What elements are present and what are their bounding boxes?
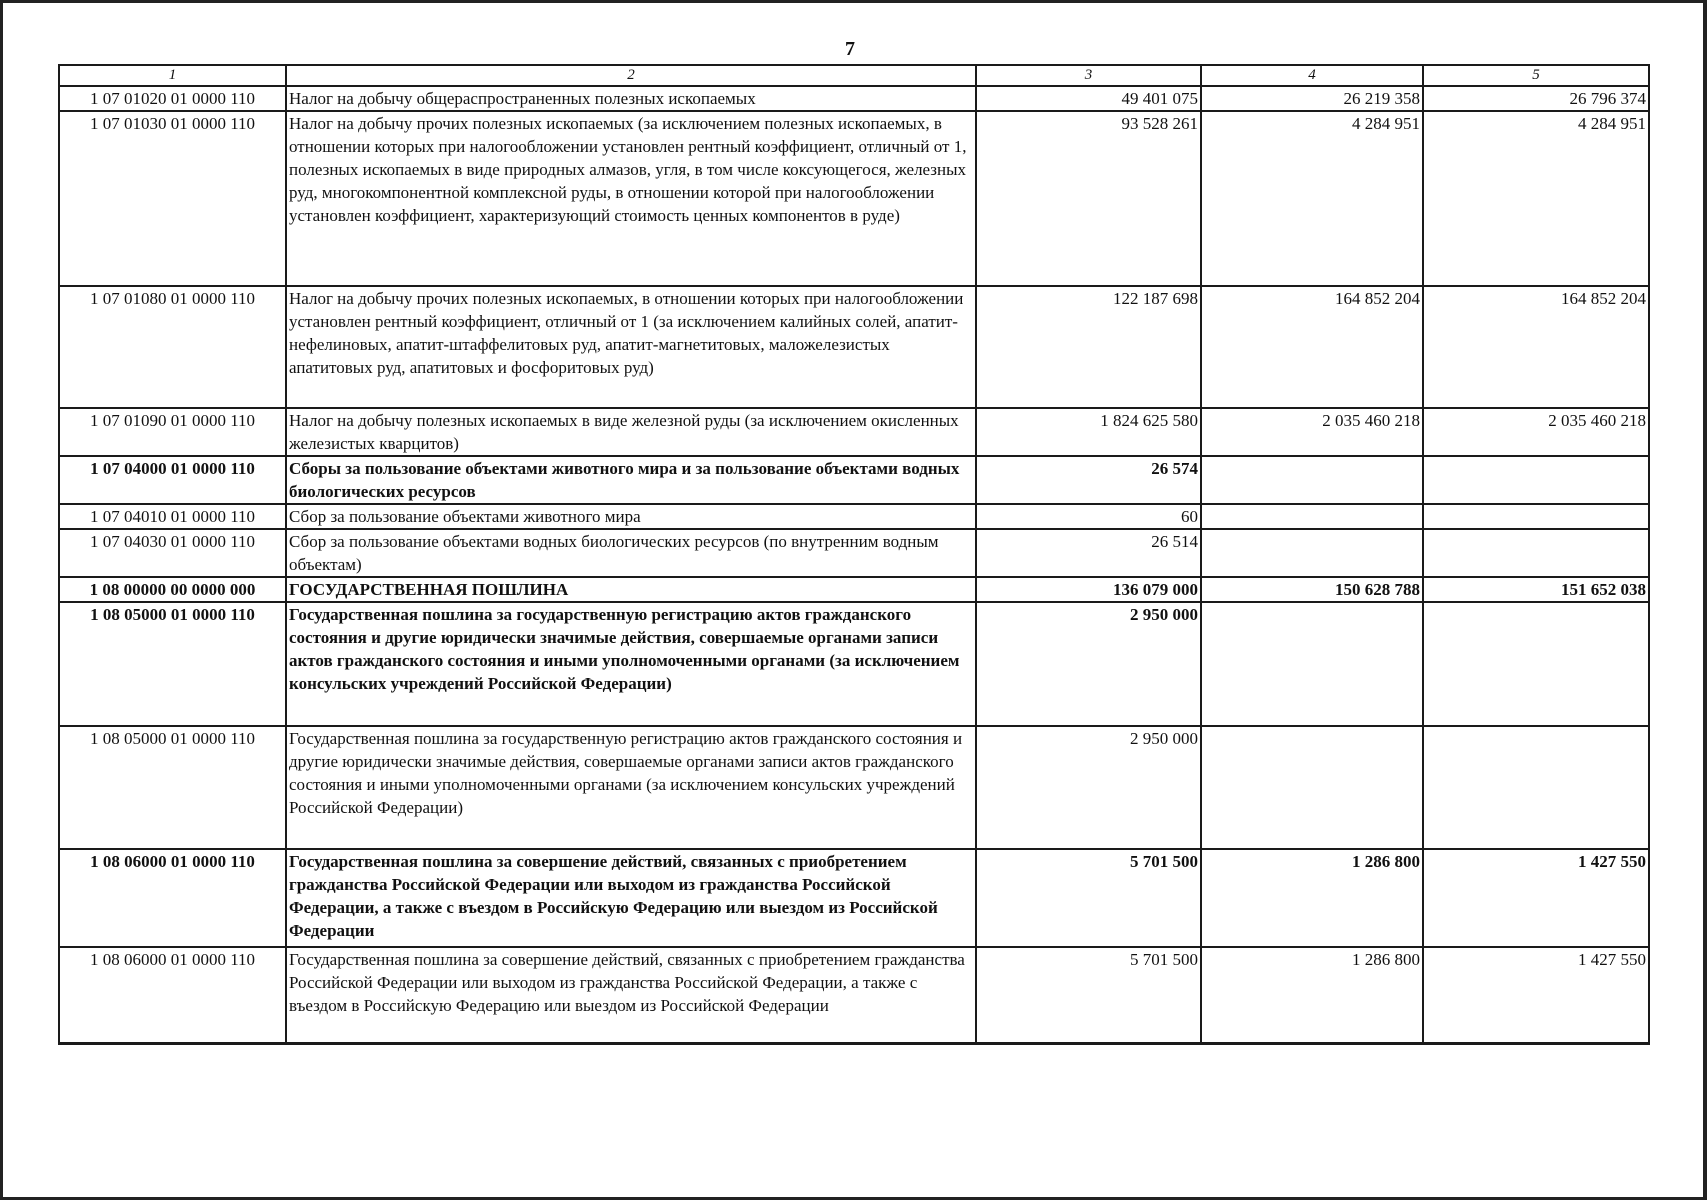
amount-col-3: 60 (976, 504, 1201, 529)
amount-col-5: 4 284 951 (1423, 111, 1649, 286)
amount-col-4: 2 035 460 218 (1201, 408, 1423, 456)
table-row (59, 456, 1649, 504)
amount-col-4: 26 219 358 (1201, 86, 1423, 111)
table-row (59, 726, 1649, 849)
amount-col-4 (1201, 504, 1423, 529)
amount-col-4: 4 284 951 (1201, 111, 1423, 286)
amount-col-4: 150 628 788 (1201, 577, 1423, 602)
page-number: 7 (845, 38, 855, 60)
amount-col-3: 122 187 698 (976, 286, 1201, 408)
amount-col-4 (1201, 456, 1423, 504)
revenue-table (58, 64, 1650, 1045)
budget-code: 1 08 05000 01 0000 110 (59, 726, 286, 849)
revenue-name: Государственная пошлина за государственную регистрацию актов гражданского состояния и другие юридически значимые действия, совершаемые органами записи актов гражданского состояния и иными уполномоченными органами (за исключением консульских учреждений Российской Федерации) (286, 726, 976, 849)
amount-col-4: 1 286 800 (1201, 849, 1423, 947)
revenue-name: Государственная пошлина за совершение действий, связанных с приобретением гражданства Российской Федерации или выходом из гражданства Российской Федерации, а также с въездом в Российскую Федерацию или выездом из Российской Федерации (286, 849, 976, 947)
column-header-4: 4 (1201, 65, 1423, 86)
table-row (59, 504, 1649, 529)
amount-col-3: 49 401 075 (976, 86, 1201, 111)
amount-col-5 (1423, 726, 1649, 849)
amount-col-5: 1 427 550 (1423, 849, 1649, 947)
table-row (59, 408, 1649, 456)
amount-col-3: 1 824 625 580 (976, 408, 1201, 456)
budget-code: 1 07 01030 01 0000 110 (59, 111, 286, 286)
amount-col-3: 136 079 000 (976, 577, 1201, 602)
table-row (59, 577, 1649, 602)
budget-code: 1 07 01090 01 0000 110 (59, 408, 286, 456)
revenue-name: Государственная пошлина за государственную регистрацию актов гражданского состояния и другие юридически значимые действия, совершаемые органами записи актов гражданского состояния и иными уполномоченными органами (за исключением консульских учреждений Российской Федерации) (286, 602, 976, 726)
budget-code: 1 08 06000 01 0000 110 (59, 849, 286, 947)
table-row (59, 849, 1649, 947)
revenue-name: ГОСУДАРСТВЕННАЯ ПОШЛИНА (286, 577, 976, 602)
amount-col-3: 5 701 500 (976, 849, 1201, 947)
amount-col-5: 2 035 460 218 (1423, 408, 1649, 456)
amount-col-3: 2 950 000 (976, 602, 1201, 726)
column-header-5: 5 (1423, 65, 1649, 86)
table-row (59, 602, 1649, 726)
amount-col-4: 164 852 204 (1201, 286, 1423, 408)
budget-code: 1 07 04000 01 0000 110 (59, 456, 286, 504)
revenue-name: Налог на добычу прочих полезных ископаемых, в отношении которых при налогообложении установлен рентный коэффициент, отличный от 1 (за исключением калийных солей, апатит-нефелиновых, апатит-штаффелитовых руд, апатит-магнетитовых, маложелезистых апатитовых руд, апатитовых и фосфоритовых руд) (286, 286, 976, 408)
column-header-1: 1 (59, 65, 286, 86)
budget-code: 1 08 06000 01 0000 110 (59, 947, 286, 1043)
amount-col-5: 1 427 550 (1423, 947, 1649, 1043)
budget-code: 1 07 04030 01 0000 110 (59, 529, 286, 577)
budget-code: 1 08 00000 00 0000 000 (59, 577, 286, 602)
amount-col-5 (1423, 529, 1649, 577)
amount-col-4 (1201, 602, 1423, 726)
amount-col-3: 2 950 000 (976, 726, 1201, 849)
revenue-name: Сбор за пользование объектами водных биологических ресурсов (по внутренним водным объектам) (286, 529, 976, 577)
table-row (59, 947, 1649, 1043)
amount-col-5 (1423, 456, 1649, 504)
amount-col-4 (1201, 726, 1423, 849)
amount-col-5: 164 852 204 (1423, 286, 1649, 408)
table-row (59, 529, 1649, 577)
column-header-2: 2 (286, 65, 976, 86)
revenue-name: Сбор за пользование объектами животного мира (286, 504, 976, 529)
amount-col-5: 26 796 374 (1423, 86, 1649, 111)
table-row (59, 111, 1649, 286)
header-row (59, 65, 1649, 86)
budget-code: 1 08 05000 01 0000 110 (59, 602, 286, 726)
revenue-name: Государственная пошлина за совершение действий, связанных с приобретением гражданства Российской Федерации или выходом из гражданства Российской Федерации, а также с въездом в Российскую Федерацию или выездом из Российской Федерации (286, 947, 976, 1043)
budget-code: 1 07 01080 01 0000 110 (59, 286, 286, 408)
amount-col-3: 5 701 500 (976, 947, 1201, 1043)
amount-col-4: 1 286 800 (1201, 947, 1423, 1043)
revenue-name: Сборы за пользование объектами животного мира и за пользование объектами водных биологических ресурсов (286, 456, 976, 504)
revenue-name: Налог на добычу общераспространенных полезных ископаемых (286, 86, 976, 111)
amount-col-4 (1201, 529, 1423, 577)
amount-col-3: 93 528 261 (976, 111, 1201, 286)
amount-col-3: 26 574 (976, 456, 1201, 504)
revenue-name: Налог на добычу полезных ископаемых в виде железной руды (за исключением окисленных железистых кварцитов) (286, 408, 976, 456)
budget-code: 1 07 01020 01 0000 110 (59, 86, 286, 111)
amount-col-5 (1423, 602, 1649, 726)
revenue-name: Налог на добычу прочих полезных ископаемых (за исключением полезных ископаемых, в отношении которых при налогообложении установлен рентный коэффициент, отличный от 1, полезных ископаемых в виде природных алмазов, угля, в том числе коксующегося, железных руд, многокомпонентной комплексной руды, в отношении которой при налогообложении установлен коэффициент, характеризующий стоимость ценных компонентов в руде) (286, 111, 976, 286)
amount-col-3: 26 514 (976, 529, 1201, 577)
amount-col-5 (1423, 504, 1649, 529)
table-row (59, 286, 1649, 408)
budget-code: 1 07 04010 01 0000 110 (59, 504, 286, 529)
column-header-3: 3 (976, 65, 1201, 86)
amount-col-5: 151 652 038 (1423, 577, 1649, 602)
table-row (59, 86, 1649, 111)
